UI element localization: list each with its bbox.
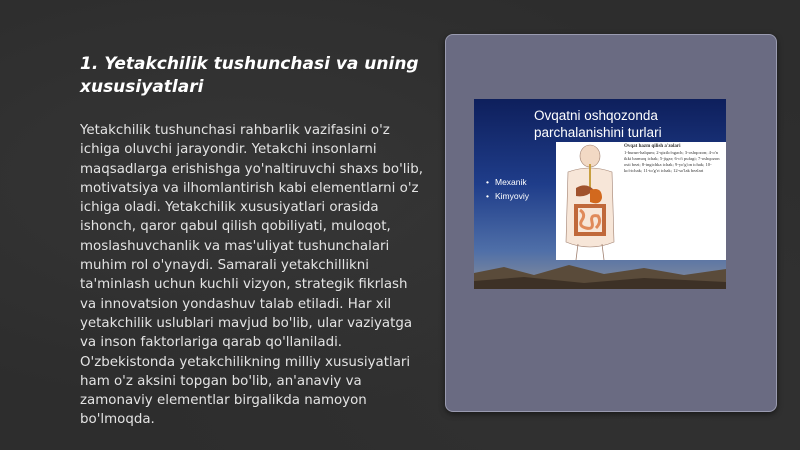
figure-caption-heading: Ovqat hazm qilish a'zolari (624, 144, 681, 149)
slide-body-text: Yetakchilik tushunchasi rahbarlik vazifasini o'z ichiga oluvchi jarayondir. Yetakchi insonlarni maqsadlarga erishishga yo'naltiruvchi shaxs bo'lib, motivatsiya va ilhomlantirish kabi elementlarni o'z ichiga oladi. Yetakchilik xususiyatlari orasida ishonch, qaror qabul qilish qobiliyati, muloqot, moslashuvchanlik va mas'uliyat tushunchalari muhim rol o'ynaydi. Samarali yetakchillikni ta'minlash uchun kuchli vizyon, strategik fikrlash va innovatsion yondashuv talab etiladi. Har xil yetakchilik uslublari mavjud bo'lib, ular vaziyatga va inson faktorlariga qarab qo'llaniladi. O'zbekistonda yetakchilikning milliy xususiyatlari ham o'z aksini topgan bo'lib, an'anaviy va zamonaviy elementlar birgalikda namoyon bo'lmoqda. (80, 123, 423, 428)
embedded-bullet-list (486, 175, 529, 203)
figure-caption-text: 1-burun-halqum; 2-qizilo'ngach; 3-oshqozon; 4-o'n ikki barmoq ichak; 5-jigar; 6-o't pufagi; 7-oshqozon osti bezi; 8-ingichka ichak; 9-yo'g'on ichak; 10-ko'richak; 11-to'g'ri ichak; 12-so'lak bezlari (624, 150, 720, 173)
embedded-bullet-item: • Mexanik (486, 175, 529, 189)
digestive-figure (556, 142, 726, 260)
mountain-landscape (474, 259, 726, 289)
slide-title: 1. Yetakchilik tushunchasi va uning xususiyatlari (80, 54, 419, 97)
embedded-bullet-item: • Kimyoviy (486, 189, 529, 203)
embedded-slide-title: Ovqatni oshqozonda parchalanishini turlari (534, 108, 662, 140)
figure-caption (624, 144, 724, 174)
embedded-slide-image (474, 99, 726, 289)
digestive-system-icon (556, 142, 624, 260)
